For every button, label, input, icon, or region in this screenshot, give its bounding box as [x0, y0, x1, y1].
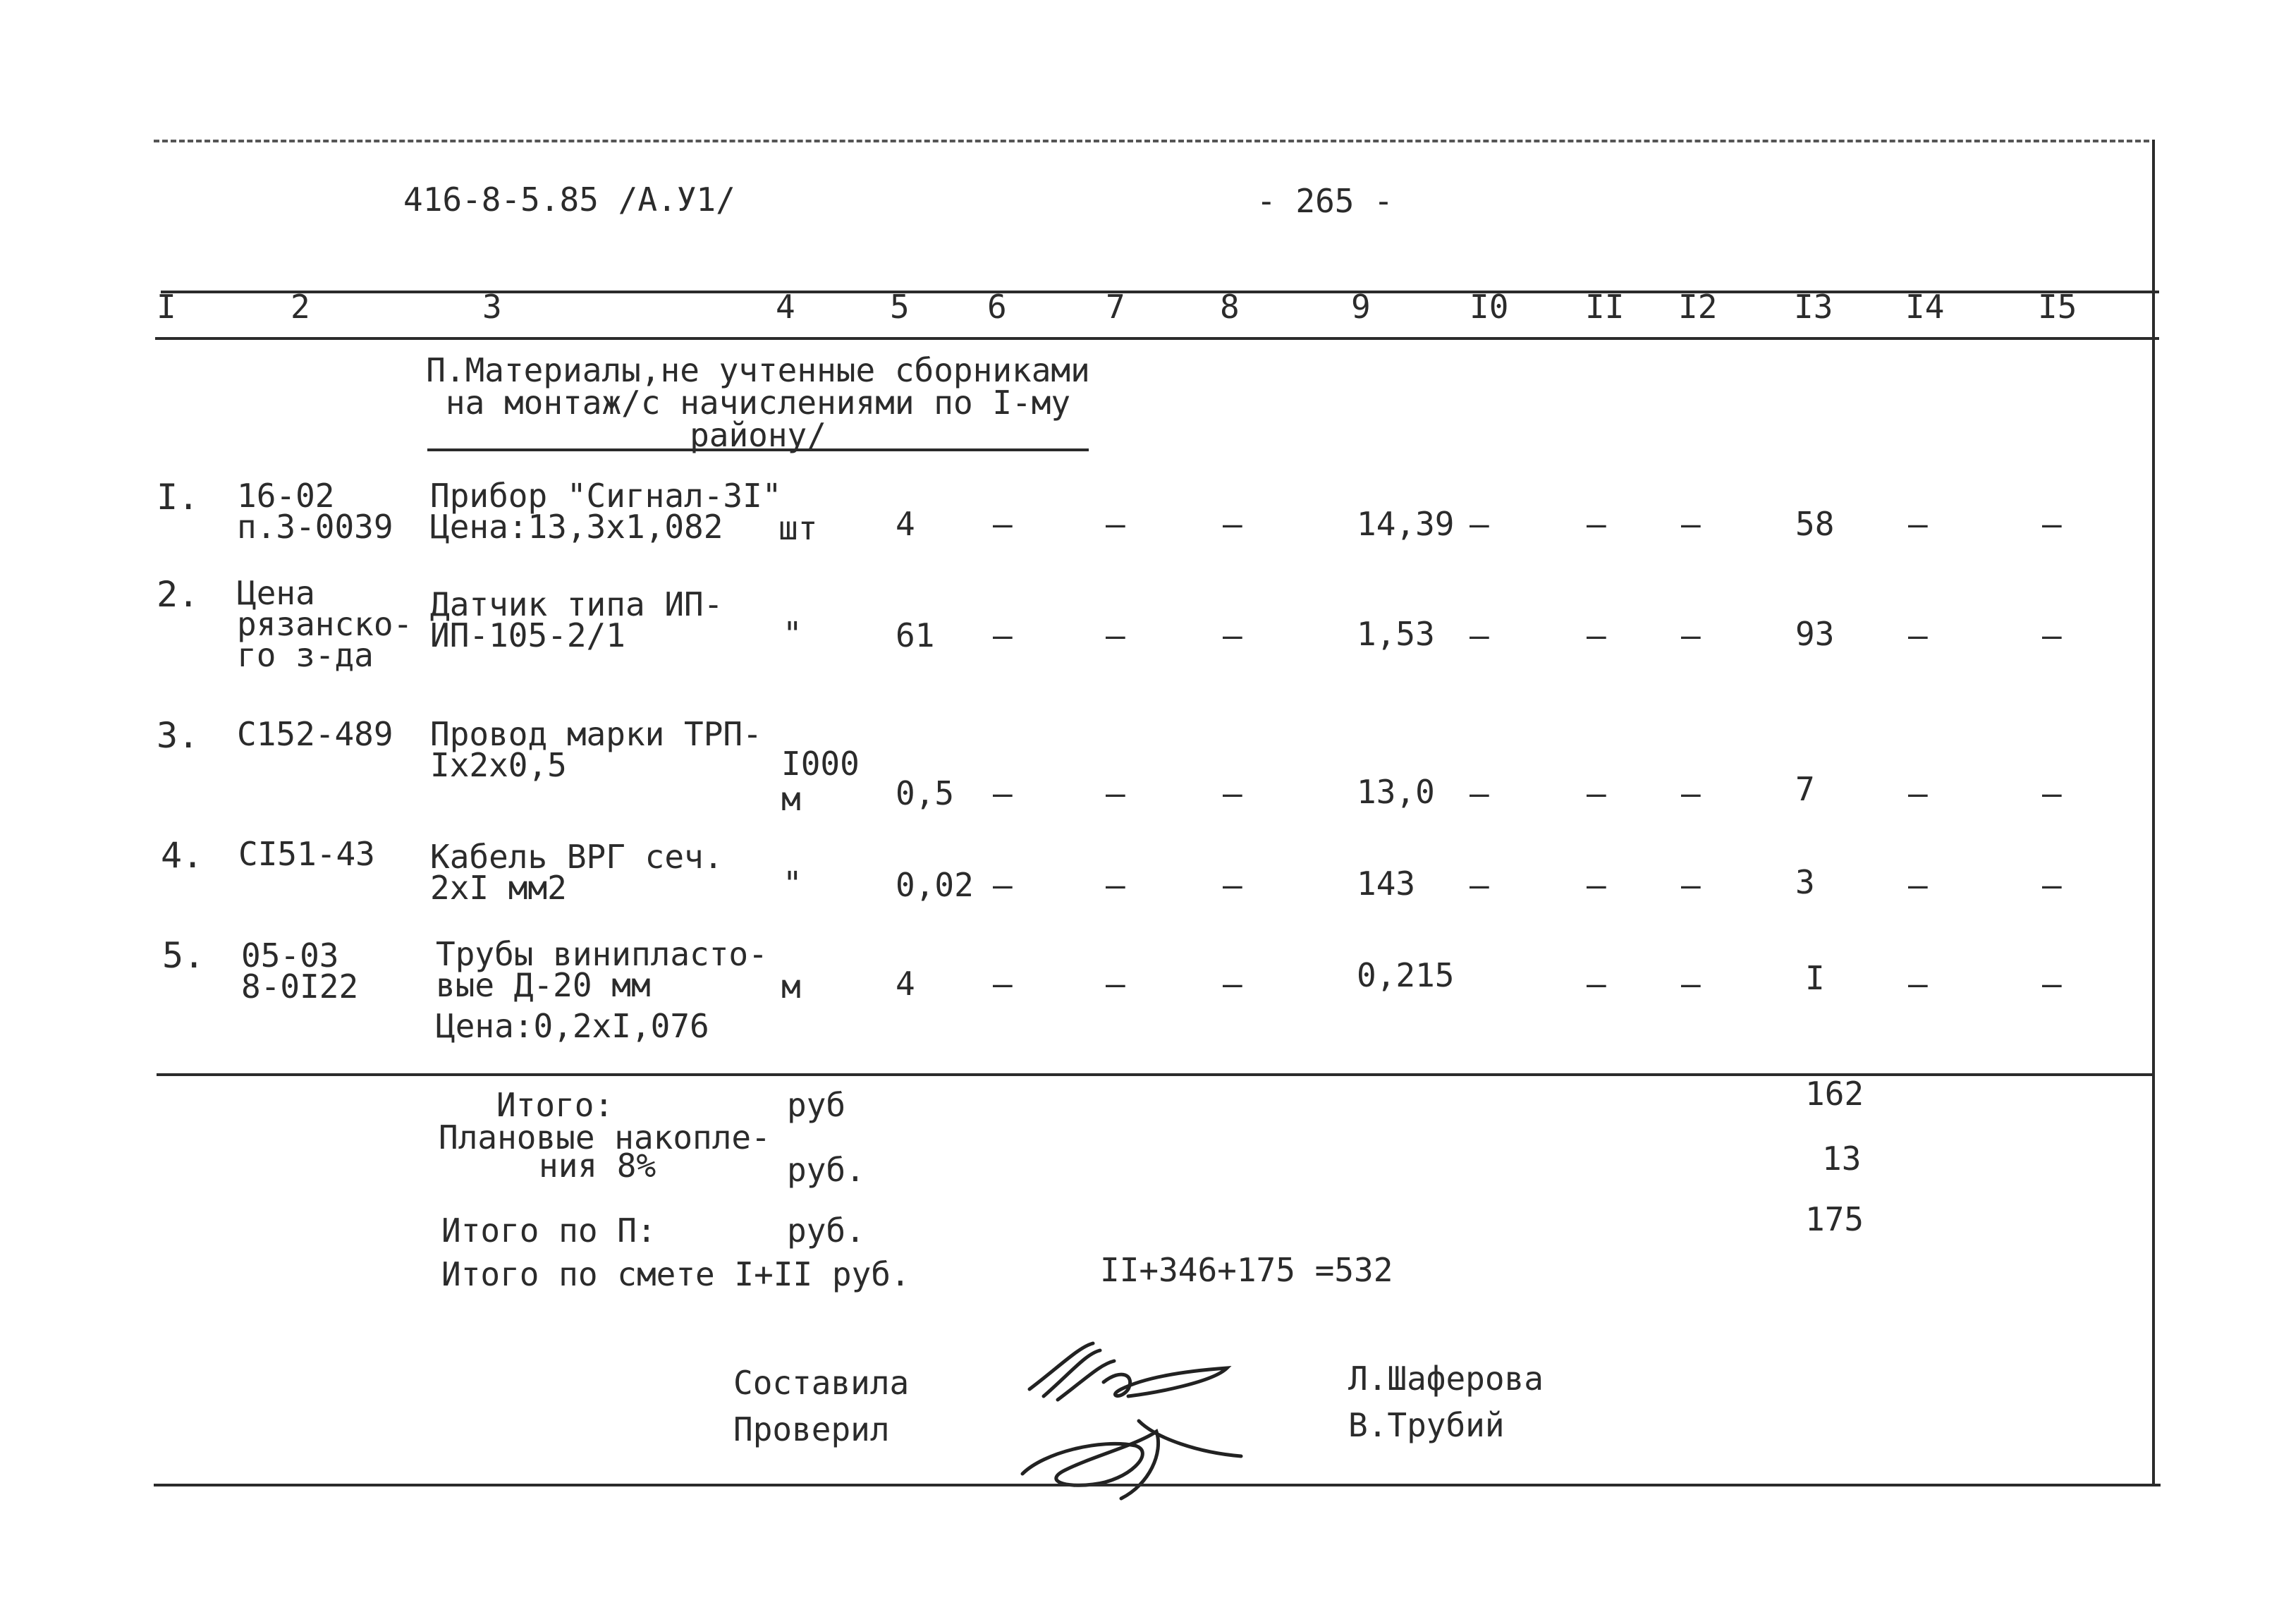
row-price: 14,39	[1357, 505, 1455, 543]
row-cell: –	[1223, 965, 1242, 1003]
document-code: 416-8-5.85 /А.У1/	[403, 181, 735, 219]
itogo-p-value: 175	[1805, 1200, 1864, 1238]
row-cell: –	[1908, 866, 1928, 904]
row-cell: –	[993, 505, 1013, 543]
row-cell: –	[1587, 774, 1606, 812]
top-border	[154, 140, 2149, 142]
column-number: 2	[291, 288, 310, 326]
composed-name: Л.Шаферова	[1348, 1360, 1544, 1398]
row-cell: –	[2042, 965, 2062, 1003]
row-code: 05-03	[241, 936, 339, 975]
row-cell: –	[1470, 505, 1489, 543]
column-number: 3	[482, 288, 502, 326]
row-unit: "	[783, 615, 802, 653]
estimate-formula: II+346+175 =532	[1100, 1251, 1393, 1289]
row-cell: –	[1681, 616, 1701, 654]
plan-unit: руб.	[787, 1151, 865, 1189]
itogo-p-unit: руб.	[787, 1211, 865, 1250]
row-cell: –	[1908, 616, 1928, 654]
row-code: 8-0I22	[241, 967, 359, 1006]
row-code: С152-489	[237, 715, 393, 753]
row-name: Цена:13,3х1,082	[430, 508, 723, 546]
row-code: Цена	[237, 574, 315, 612]
column-number: I4	[1905, 288, 1945, 326]
estimate-label: Итого по смете I+II руб.	[441, 1255, 910, 1293]
row-name: Цена:0,2хI,076	[436, 1007, 709, 1045]
row-number: I.	[157, 477, 200, 518]
row-cell: –	[1470, 774, 1489, 812]
column-number: I3	[1794, 288, 1833, 326]
row-cell: –	[1587, 866, 1606, 904]
row-cell: –	[1106, 965, 1125, 1003]
section-title-line: П.Материалы,не учтенные сборниками	[426, 351, 1090, 389]
row-cell: –	[2042, 866, 2062, 904]
column-header-bottom-line	[155, 337, 2159, 340]
plan-label: Плановые накопле-	[439, 1118, 771, 1156]
row-cell: –	[1587, 965, 1606, 1003]
row-cell: –	[1223, 505, 1242, 543]
row-price: 143	[1357, 865, 1416, 903]
row-code: 16-02	[237, 477, 335, 515]
column-header-top-line	[161, 291, 2159, 293]
column-number: II	[1585, 288, 1625, 326]
row-cell: –	[1587, 616, 1606, 654]
section-title-line: району/	[690, 416, 826, 454]
signature-drawing	[1015, 1340, 1248, 1502]
row-name: Провод марки ТРП-	[430, 715, 762, 753]
row-name: ИП-105-2/1	[430, 616, 625, 654]
row-quantity: 0,5	[896, 774, 955, 812]
row-cell: –	[2042, 505, 2062, 543]
row-cell: –	[1681, 866, 1701, 904]
row-quantity: 0,02	[896, 866, 974, 904]
section-title-underline	[427, 448, 1089, 451]
row-cell: –	[2042, 774, 2062, 812]
column-number: 4	[776, 288, 795, 326]
column-number: 6	[987, 288, 1007, 326]
column-number: 7	[1106, 288, 1125, 326]
row-total: 58	[1795, 505, 1835, 543]
row-number: 2.	[157, 574, 200, 615]
itogo-unit: руб	[787, 1086, 846, 1124]
row-cell: –	[1106, 866, 1125, 904]
row-code: рязанско-	[237, 605, 413, 643]
row-quantity: 4	[896, 505, 915, 543]
row-cell: –	[1908, 774, 1928, 812]
row-name: Датчик типа ИП-	[430, 585, 723, 623]
itogo-value: 162	[1805, 1075, 1864, 1113]
row-cell: –	[2042, 616, 2062, 654]
row-quantity: 4	[896, 965, 915, 1003]
row-cell: –	[1106, 505, 1125, 543]
row-cell: –	[1106, 616, 1125, 654]
plan-value: 13	[1822, 1140, 1862, 1178]
handwritten-signature	[1015, 1340, 1248, 1502]
row-unit: I000	[781, 745, 860, 783]
column-number: I2	[1678, 288, 1718, 326]
row-cell: –	[993, 774, 1013, 812]
row-cell: –	[1223, 774, 1242, 812]
row-price: 0,215	[1357, 956, 1455, 994]
row-price: 13,0	[1357, 773, 1435, 811]
row-cell: –	[1908, 505, 1928, 543]
section-title-line: на монтаж/с начислениями по I-му	[445, 384, 1071, 422]
column-number: 8	[1220, 288, 1240, 326]
composed-label: Составила	[733, 1364, 910, 1402]
column-number: 9	[1351, 288, 1371, 326]
checked-label: Проверил	[733, 1410, 890, 1448]
row-cell: –	[1681, 965, 1701, 1003]
row-cell: –	[1470, 616, 1489, 654]
row-cell: –	[1223, 866, 1242, 904]
row-number: 3.	[157, 715, 200, 756]
row-unit: м	[781, 780, 801, 818]
page-number: - 265 -	[1257, 182, 1393, 220]
row-unit: м	[781, 967, 801, 1006]
plan-label: ния 8%	[539, 1147, 656, 1185]
row-number: 4.	[161, 835, 204, 876]
column-number: I	[157, 288, 176, 326]
row-name: Трубы винипласто-	[436, 935, 768, 973]
row-price: 1,53	[1357, 615, 1435, 653]
row-code: СI51-43	[238, 835, 375, 873]
row-unit: "	[783, 865, 802, 903]
bottom-border	[154, 1484, 2161, 1486]
row-cell: –	[1470, 866, 1489, 904]
row-code: п.3-0039	[237, 508, 393, 546]
itogo-p-label: Итого по П:	[441, 1211, 656, 1250]
checked-name: В.Трубий	[1348, 1406, 1505, 1444]
column-number: I0	[1470, 288, 1509, 326]
row-cell: –	[1681, 774, 1701, 812]
row-name: Iх2х0,5	[430, 746, 567, 784]
column-number: 5	[890, 288, 910, 326]
row-unit: шт	[778, 509, 818, 547]
row-cell: –	[993, 866, 1013, 904]
row-total: 7	[1795, 770, 1815, 808]
row-cell: –	[1223, 616, 1242, 654]
column-number: I5	[2038, 288, 2077, 326]
row-cell: –	[993, 965, 1013, 1003]
right-border	[2152, 140, 2155, 1485]
row-name: Прибор "Сигнал-3I"	[430, 477, 782, 515]
row-total: 93	[1795, 615, 1835, 653]
row-cell: –	[993, 616, 1013, 654]
row-number: 5.	[162, 935, 205, 976]
row-total: 3	[1795, 863, 1815, 901]
row-name: 2хI мм2	[430, 869, 567, 907]
row-cell: –	[1106, 774, 1125, 812]
itogo-label: Итого:	[496, 1086, 614, 1124]
row-name: вые Д-20 мм	[436, 966, 651, 1004]
row-quantity: 61	[896, 616, 935, 654]
row-total: I	[1805, 959, 1825, 997]
row-cell: –	[1681, 505, 1701, 543]
row-code: го з-да	[237, 636, 374, 674]
row-name: Кабель ВРГ сеч.	[430, 838, 723, 876]
row-cell: –	[1908, 965, 1928, 1003]
row-cell: –	[1587, 505, 1606, 543]
